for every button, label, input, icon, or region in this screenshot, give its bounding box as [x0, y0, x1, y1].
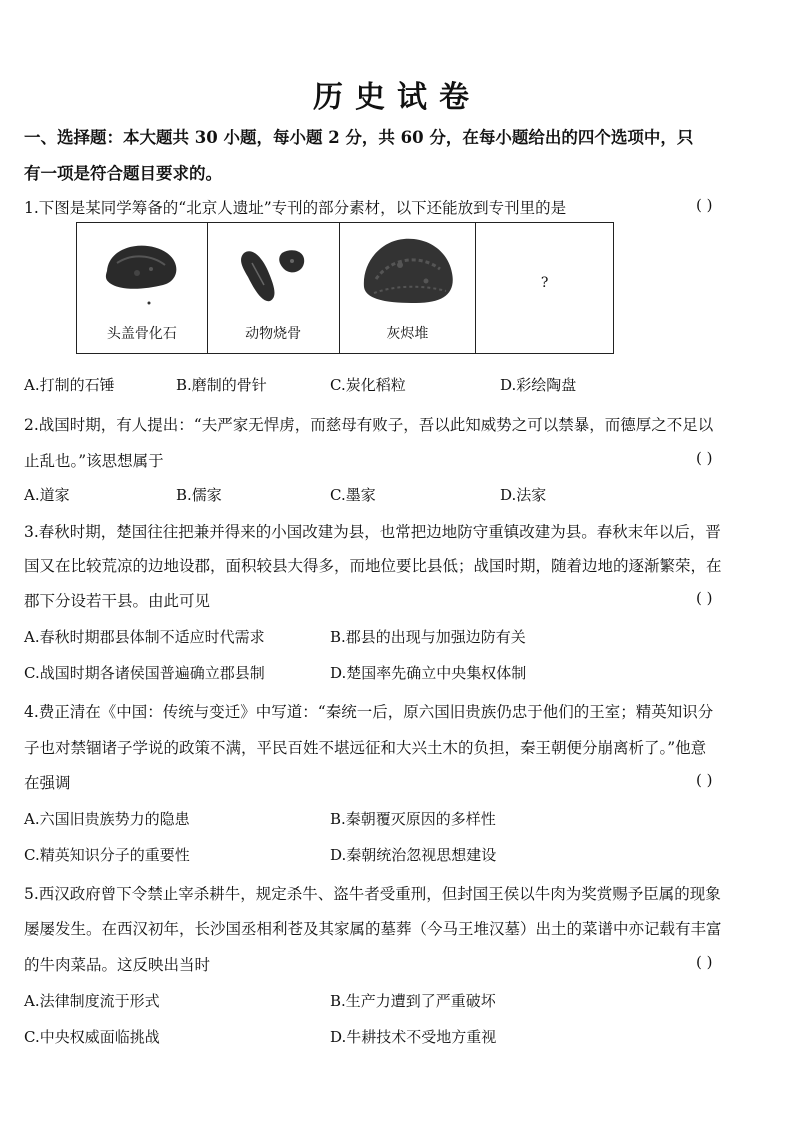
q4-option-c[interactable]: C.精英知识分子的重要性 [24, 846, 190, 864]
q4-option-b[interactable]: B.秦朝覆灭原因的多样性 [330, 810, 496, 828]
question-4-stem-line-3: 在强调 [24, 774, 71, 792]
q2-option-b[interactable]: B.儒家 [176, 486, 222, 504]
q1-option-c[interactable]: C.炭化稻粒 [330, 376, 406, 394]
q2-option-a[interactable]: A.道家 [24, 486, 70, 504]
q5-option-d[interactable]: D.牛耕技术不受地方重视 [330, 1028, 497, 1046]
image-caption-3: 灰烬堆 [386, 326, 429, 342]
question-3-stem-line-2: 国又在比较荒凉的边地设郡，面积较县大得多，而地位要比县低；战国时期，随着边地的逐渐繁荣，在 [24, 557, 722, 575]
section-instruction-line-2: 有一项是符合题目要求的。 [24, 164, 222, 183]
question-3-stem-line-1: 3.春秋时期，楚国往往把兼并得来的小国改建为县，也常把边地防守重镇改建为县。春秋末年以后，晋 [24, 523, 721, 541]
page-title: 历史试卷 [313, 80, 481, 115]
question-5-stem-line-2: 屡屡发生。在西汉初年，长沙国丞相利苍及其家属的墓葬（今马王堆汉墓）出土的菜谱中亦记载有丰富 [24, 920, 722, 938]
q1-option-b[interactable]: B.磨制的骨针 [176, 376, 267, 394]
q4-option-d[interactable]: D.秦朝统治忽视思想建设 [330, 846, 497, 864]
q3-option-d[interactable]: D.楚国率先确立中央集权体制 [330, 664, 527, 682]
q3-option-c[interactable]: C.战国时期各诸侯国普遍确立郡县制 [24, 664, 265, 682]
question-2-answer-blank: ( ) [696, 449, 713, 467]
image-caption-2: 动物烧骨 [245, 326, 302, 342]
q5-option-a[interactable]: A.法律制度流于形式 [24, 992, 160, 1010]
question-2-stem-line-2: 止乱也。”该思想属于 [24, 452, 164, 470]
question-mark-placeholder: ? [540, 275, 549, 291]
section-instruction-line-1: 一、选择题：本大题共 30 小题，每小题 2 分，共 60 分，在每小题给出的四个选项中，只 [24, 128, 694, 147]
question-4-stem-line-2: 子也对禁锢诸子学说的政策不满，平民百姓不堪远征和大兴土木的负担，秦王朝便分崩离析了。”他意 [24, 739, 707, 757]
q2-option-c[interactable]: C.墨家 [330, 486, 376, 504]
image-cell-skull-fossil [77, 223, 208, 353]
q3-option-b[interactable]: B.郡县的出现与加强边防有关 [330, 628, 526, 646]
q3-option-a[interactable]: A.春秋时期郡县体制不适应时代需求 [24, 628, 265, 646]
image-cell-unknown [476, 223, 613, 353]
question-4-stem-line-1: 4.费正清在《中国：传统与变迁》中写道：“秦统一后，原六国旧贵族仍忠于他们的王室；精英知识分 [24, 703, 714, 721]
image-caption-1: 头盖骨化石 [106, 326, 177, 342]
question-1-answer-blank: ( ) [696, 196, 713, 214]
question-3-answer-blank: ( ) [696, 589, 713, 607]
question-1-stem: 1.下图是某同学筹备的“北京人遗址”专刊的部分素材，以下还能放到专刊里的是 [24, 199, 567, 217]
question-4-answer-blank: ( ) [696, 771, 713, 789]
image-cell-ash-heap [340, 223, 477, 353]
image-cell-burnt-animal-bones [208, 223, 340, 353]
q5-option-c[interactable]: C.中央权威面临挑战 [24, 1028, 160, 1046]
question-5-stem-line-3: 的牛肉菜品。这反映出当时 [24, 956, 211, 974]
q2-option-d[interactable]: D.法家 [500, 486, 547, 504]
question-1-image-table [76, 222, 614, 354]
q1-option-a[interactable]: A.打制的石锤 [24, 376, 115, 394]
question-5-answer-blank: ( ) [696, 953, 713, 971]
question-5-stem-line-1: 5.西汉政府曾下令禁止宰杀耕牛，规定杀牛、盗牛者受重刑，但封国王侯以牛肉为奖赏赐予臣属的现象 [24, 885, 721, 903]
q4-option-a[interactable]: A.六国旧贵族势力的隐患 [24, 810, 190, 828]
question-2-stem-line-1: 2.战国时期，有人提出：“夫严家无悍虏，而慈母有败子，吾以此知威势之可以禁暴，而德厚之不足以 [24, 416, 714, 434]
q5-option-b[interactable]: B.生产力遭到了严重破坏 [330, 992, 496, 1010]
q1-option-d[interactable]: D.彩绘陶盘 [500, 376, 577, 394]
question-3-stem-line-3: 郡下分设若干县。由此可见 [24, 592, 211, 610]
